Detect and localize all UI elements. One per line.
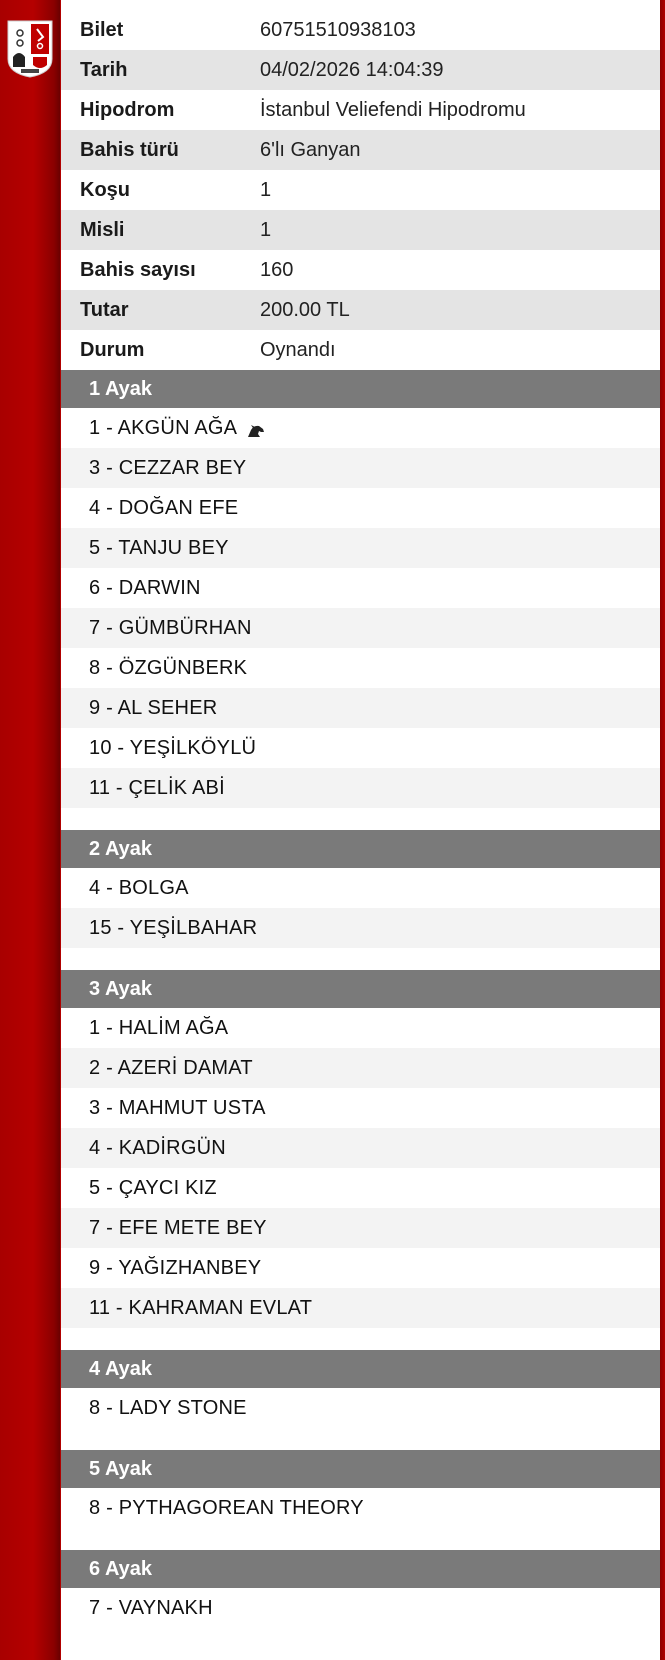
horse-label: 7 - EFE METE BEY [89,1216,267,1239]
horse-label: 15 - YEŞİLBAHAR [89,916,258,939]
ticket-info-table [61,0,660,370]
leg-spacer [61,1528,660,1550]
horse-item [61,1088,660,1128]
horse-item [61,408,660,448]
ticket-row-label: Bilet [80,18,124,41]
ticket-row-label: Bahis sayısı [80,258,196,281]
horse-item [61,568,660,608]
horse-label: 4 - BOLGA [89,876,189,899]
ticket-row [61,90,660,130]
leg-spacer [61,1328,660,1350]
ticket-row [61,250,660,290]
horse-label: 1 - HALİM AĞA [89,1016,229,1039]
ticket-row [61,210,660,250]
horse-label: 9 - AL SEHER [89,696,218,719]
ticket-row [61,290,660,330]
horse-label: 4 - KADİRGÜN [89,1136,226,1159]
left-decor-bar [0,0,60,1660]
ticket-row [61,50,660,90]
leg-spacer [61,808,660,830]
horse-item [61,1248,660,1288]
leg-header: 5 Ayak [61,1450,660,1488]
horse-item [61,608,660,648]
horse-item [61,1128,660,1168]
horse-item [61,1388,660,1428]
ticket-row-value: 60751510938103 [260,18,416,41]
ticket-row-label: Durum [80,338,145,361]
ticket-row-label: Tarih [80,58,128,81]
ticket-row-value: 1 [260,178,272,201]
horse-label: 7 - GÜMBÜRHAN [89,616,252,639]
leg-header: 6 Ayak [61,1550,660,1588]
horse-item [61,448,660,488]
horse-label: 8 - PYTHAGOREAN THEORY [89,1496,364,1519]
leg-header: 4 Ayak [61,1350,660,1388]
leg-header: 3 Ayak [61,970,660,1008]
horse-item [61,528,660,568]
horse-label: 11 - ÇELİK ABİ [89,776,225,799]
ticket-row [61,130,660,170]
ticket-row-label: Bahis türü [80,138,179,161]
ticket-row-label: Misli [80,218,125,241]
horse-label: 8 - LADY STONE [89,1396,247,1419]
horse-label: 4 - DOĞAN EFE [89,496,239,519]
horse-item [61,1208,660,1248]
horse-item [61,868,660,908]
leg-spacer [61,1428,660,1450]
horse-item [61,1008,660,1048]
ticket-row-value: Oynandı [260,338,336,361]
ticket-row-value: 1 [260,218,272,241]
horse-label: 5 - TANJU BEY [89,536,229,559]
horse-item [61,648,660,688]
horse-item [61,768,660,808]
ticket-row-value: İstanbul Veliefendi Hipodromu [260,98,526,121]
ticket-row-label: Tutar [80,298,129,321]
horse-label: 2 - AZERİ DAMAT [89,1056,253,1079]
horse-label: 7 - VAYNAKH [89,1596,213,1619]
club-logo-icon [5,19,55,79]
leg-header: 2 Ayak [61,830,660,868]
horse-label: 5 - ÇAYCI KIZ [89,1176,217,1199]
horse-item [61,1588,660,1628]
horse-item [61,1168,660,1208]
horse-item [61,1288,660,1328]
leg-header: 1 Ayak [61,370,660,408]
legs-list [61,370,660,1628]
ticket-row [61,0,660,50]
horse-label: 9 - YAĞIZHANBEY [89,1256,262,1279]
ticket-row-value: 04/02/2026 14:04:39 [260,58,444,81]
horse-label: 11 - KAHRAMAN EVLAT [89,1296,313,1319]
horse-head-icon [247,421,265,435]
horse-item [61,688,660,728]
ticket-panel [61,0,660,1660]
ticket-row-value: 160 [260,258,294,281]
horse-label: 3 - CEZZAR BEY [89,456,247,479]
right-decor-bar [660,0,665,1660]
horse-label: 1 - AKGÜN AĞA [89,416,238,439]
ticket-row [61,170,660,210]
horse-label: 8 - ÖZGÜNBERK [89,656,248,679]
horse-item [61,728,660,768]
horse-label: 6 - DARWIN [89,576,201,599]
horse-item [61,1048,660,1088]
ticket-row-label: Koşu [80,178,130,201]
ticket-row [61,330,660,370]
ticket-row-label: Hipodrom [80,98,175,121]
ticket-row-value: 6'lı Ganyan [260,138,361,161]
horse-label: 3 - MAHMUT USTA [89,1096,266,1119]
horse-item [61,908,660,948]
horse-item [61,488,660,528]
horse-label: 10 - YEŞİLKÖYLÜ [89,736,257,759]
ticket-row-value: 200.00 TL [260,298,350,321]
horse-item [61,1488,660,1528]
leg-spacer [61,948,660,970]
